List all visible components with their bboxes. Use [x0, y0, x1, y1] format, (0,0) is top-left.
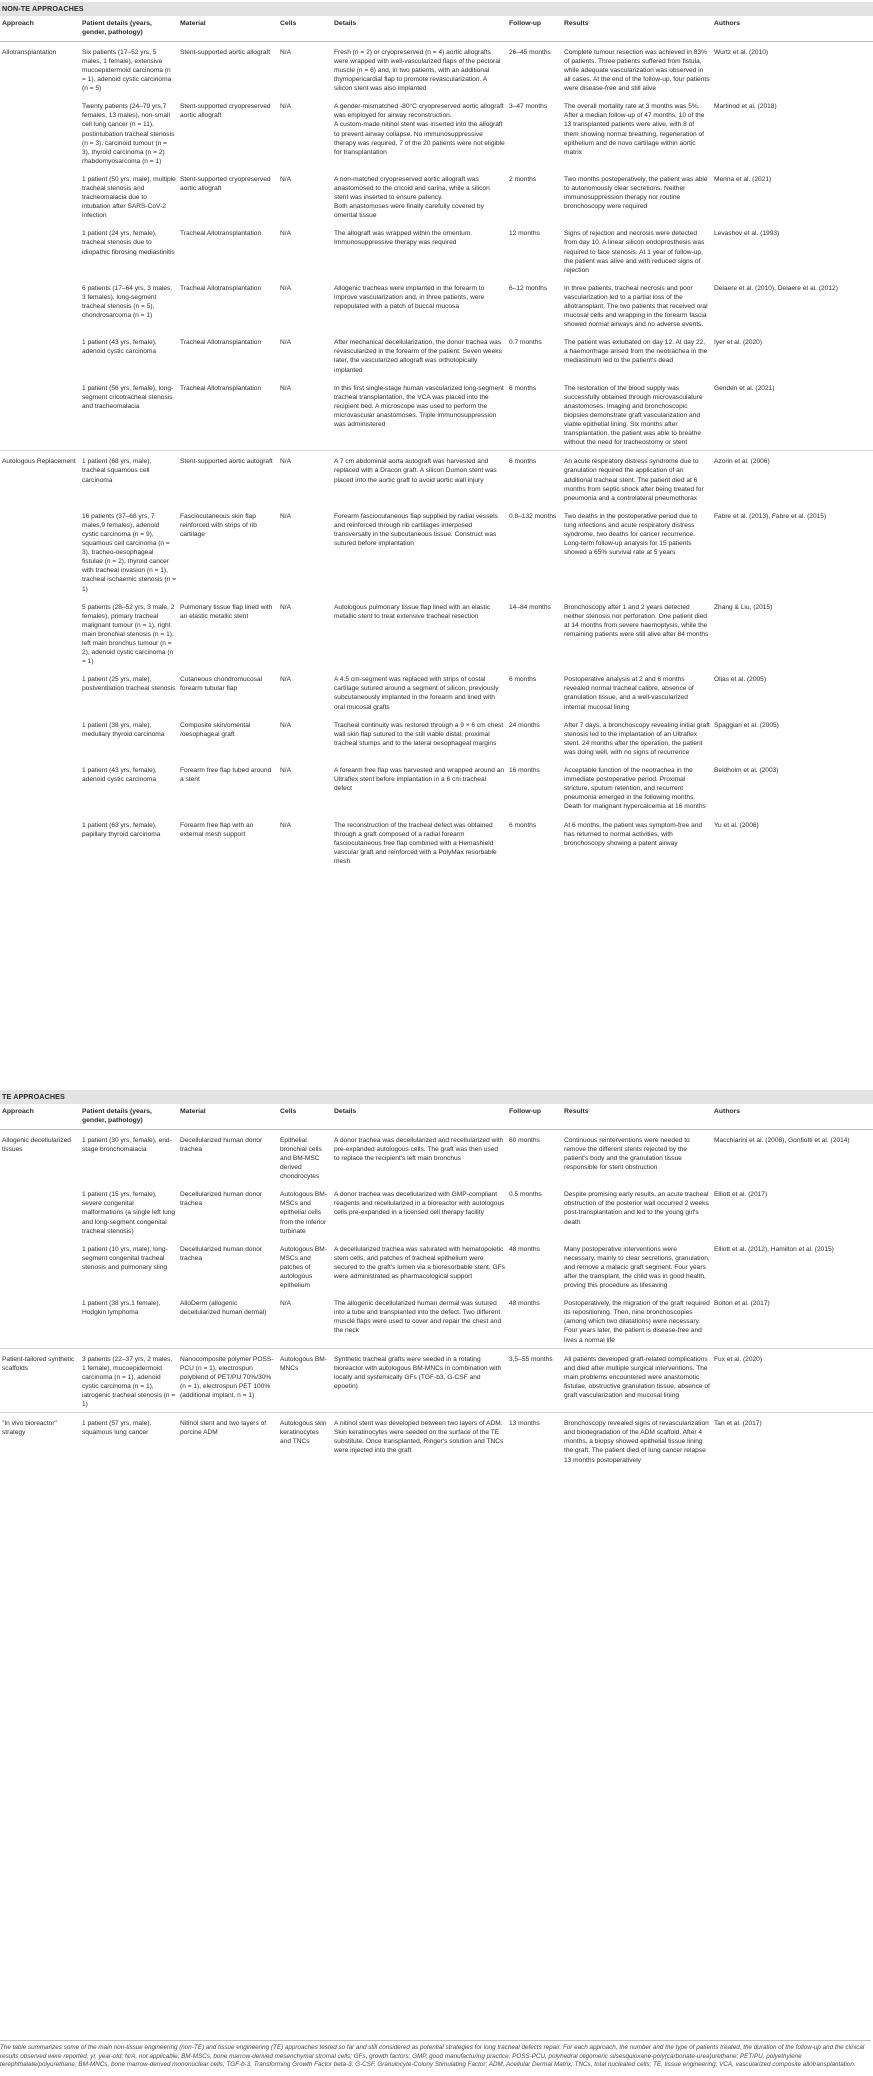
cell-details: Forearm fasciocutaneous flap supplied by radial vessels and reinforced through rib cartilages interposed transversally in the subcutaneous tissue. Construct was sutured before implantation	[334, 512, 498, 548]
cell-authors: Menna et al. (2021)	[714, 175, 772, 183]
cell-authors: Macchiarini et al. (2008), Gonfiotti et al. (2014)	[712, 1129, 873, 1184]
cell-details: A 7 cm abdominal aorta autograft was harvested and replaced with a Dracon graft. A silicon Dumon stent was placed into the aortic graft to avoid aortic wall injury	[332, 451, 507, 506]
table-row	[0, 1348, 873, 1413]
cell-cells: Autologous BM-MNCs	[278, 1348, 332, 1413]
cell-details: A donor trachea was decellularized with GMP-compliant reagents and recellularized in a bioreactor with autologous cells pre-expanded in a licensed cell therapy facility	[334, 1191, 505, 1217]
cell-material: Decellularized human donor trachea	[180, 1245, 263, 1262]
cell-patient: 1 patient (57 yrs, male), squamous lung cancer	[80, 1413, 178, 1468]
cell-authors: Elliott et al. (2012), Hamilton et al. (2015)	[714, 1245, 834, 1253]
cell-material: AlloDerm (allogenic decellularized human dermal)	[180, 1300, 267, 1317]
table-row	[0, 1184, 873, 1238]
cell-material: Stent-supported aortic allograft	[178, 41, 278, 96]
non-te-body	[0, 41, 873, 869]
cell-material: Stent-supported cryopreserved aortic allograft	[180, 103, 271, 120]
cell-approach: "In vivo bioreactor" strategy	[0, 1413, 80, 1468]
cell-details: A gender-mismatched -80°C cryopreserved aortic allograft was employed for airway reconstruction. A custom-made nitinol stent was inserted into the allograft to prevent airway collapse. No immunosuppressive therapy was required. 7 of the 20 patients were not eligible for transplantation	[334, 103, 505, 156]
table-row	[0, 41, 873, 96]
cell-approach	[0, 1293, 80, 1348]
cell-results: Bronchoscopy after 1 and 2 years detected neither stenosis nor perforation. One patient died at 14 months from severe haemoptysis, while the remaining patients were still alive after 84 months	[564, 603, 709, 638]
te-body	[0, 1129, 873, 1467]
header-patient: Patient details (years, gender, pathology)	[80, 16, 178, 41]
cell-approach	[0, 378, 80, 451]
table-row	[0, 715, 873, 760]
cell-material: Tracheal Allotransplantation	[180, 284, 262, 292]
cell-details: Tracheal continuity was restored through a 9 × 6 cm chest wall skin flap sutured to the still viable distal, proximal tracheal stumps and to the lateral oesophageal margins	[334, 721, 504, 747]
cell-details: The allograft was wrapped within the omentum. Immunosuppressive therapy was required	[334, 230, 473, 247]
cell-followup: 60 months	[507, 1129, 562, 1184]
cell-patient: 6 patients (17–64 yrs, 3 males, 3 females), long-segment tracheal stenosis (n = 5), chondrosarcoma (n = 1)	[82, 284, 173, 320]
cell-patient: 1 patient (56 yrs, female), long-segment cricotracheal stenosis and tracheomalacia	[82, 384, 174, 410]
te-table	[0, 1104, 873, 1468]
cell-authors: Spaggiari et al. (2005)	[714, 721, 779, 729]
cell-cells: Autologous skin keratinocytes and TNCs	[278, 1413, 332, 1468]
cell-details: The reconstruction of the tracheal defect was obtained through a graft composed of a radial forearm fasciocutaneous free flap combined with a Hemashield vascular graft and reinforced with a PolyMax resorbable mesh	[334, 821, 497, 865]
header-authors: Authors	[712, 1104, 873, 1129]
cell-followup: 3,5–55 months	[507, 1348, 562, 1413]
table-header-row	[0, 16, 873, 41]
cell-cells: N/A	[280, 603, 291, 611]
table-row	[0, 1293, 873, 1348]
cell-cells: N/A	[280, 676, 291, 684]
cell-approach	[0, 815, 80, 869]
cell-details: After mechanical decellularization, the donor trachea was revascularized in the forearm of the patient. Seven weeks later, the vascularized allograft was orthotopically implanted	[334, 339, 502, 374]
cell-authors: Yu et al. (2006)	[714, 821, 759, 829]
cell-approach	[0, 506, 80, 597]
cell-patient: 1 patient (25 yrs, male), postventilation tracheal stenosis	[82, 676, 176, 693]
cell-authors: Levashov et al. (1993)	[714, 230, 780, 238]
cell-authors: Olias et al. (2005)	[714, 676, 767, 684]
cell-material: Tracheal Allotransplantation	[180, 230, 262, 238]
cell-results: Postoperative analysis at 2 and 6 months revealed normal tracheal calibre, absence of granulation tissue, and a well-vascularized internal mucosal lining	[564, 676, 694, 711]
header-cells: Cells	[278, 16, 332, 41]
cell-followup: 12 months	[509, 230, 540, 238]
header-results: Results	[562, 1104, 712, 1129]
section-title-non-te: NON-TE APPROACHES	[0, 2, 873, 16]
header-approach: Approach	[0, 16, 80, 41]
cell-authors: Beldholm et al. (2003)	[714, 767, 779, 775]
cell-results: Complete tumour resection was achieved in 83% of patients. Three patients suffered from fistula, while adequate vascularization was observed in all cases. At the end of the follow-up, four patients were disease-free and still alive	[562, 41, 712, 96]
cell-patient: 5 patients (28–52 yrs, 3 male, 2 females), primary tracheal malignant tumour (n = 1), right main bronchial stenosis (n = 1), left main bronchus tumour (n = 2), adenoid cystic carcinoma (n = 1)	[82, 603, 175, 666]
table-row	[0, 169, 873, 223]
cell-patient: 1 patient (63 yrs, female), papillary thyroid carcinoma	[82, 821, 161, 838]
table-row	[0, 597, 873, 670]
cell-patient: 1 patient (43 yrs, female), adenoid cystic carcinoma	[82, 339, 157, 356]
cell-approach	[0, 1184, 80, 1238]
cell-followup: 13 months	[507, 1413, 562, 1468]
cell-patient: 16 patients (37–68 yrs, 7 males,9 females), adenoid cystic carcinoma (n = 9), squamous cell carcinoma (n = 3), tracheo-oesophageal fistulae (n = 2), thyroid cancer with tracheal invasion (n = 1), tracheal ischaemic stenosis (n = 1)	[82, 512, 177, 593]
cell-patient: 1 patient (38 yrs,1 female), Hodgkin lymphoma	[82, 1300, 161, 1317]
cell-cells: N/A	[280, 175, 291, 183]
cell-results: After 7 days, a bronchoscopy revealing initial graft stenosis led to the implantation of an Ultraflex stent. 24 months after the operation, the patient was doing well, with no signs of recurrence	[564, 721, 710, 756]
cell-authors: Iyer et al. (2020)	[714, 339, 763, 347]
cell-cells: N/A	[278, 451, 332, 506]
cell-authors: Tan et al. (2017)	[712, 1413, 873, 1468]
cell-followup: 26–45 months	[507, 41, 562, 96]
cell-authors: Genden et al. (2021)	[714, 384, 775, 392]
cell-approach: Autologous Replacement	[0, 451, 80, 506]
cell-patient: 1 patient (68 yrs, male), tracheal squamous cell carcinoma	[80, 451, 178, 506]
cell-approach	[0, 715, 80, 760]
cell-material: Decellularized human donor trachea	[178, 1129, 278, 1184]
non-te-table	[0, 16, 873, 869]
table-row	[0, 278, 873, 332]
cell-results: Postoperatively, the migration of the graft required its repositioning. Then, nine bronchoscopies (among which two dilatations) were necessary. Four years later, the patient is disease-free and lives a normal life	[564, 1300, 710, 1344]
table-row	[0, 451, 873, 506]
cell-cells: Epithelial bronchial cells and BM-MSC derived chondrocytes	[278, 1129, 332, 1184]
header-material: Material	[178, 1104, 278, 1129]
cell-patient: 1 patient (24 yrs, female), tracheal stenosis due to idiopathic fibrosing mediastinitis	[82, 230, 175, 256]
cell-results: The patient was extubated on day 12. At day 22, a haemorrhage arised from the neotrachea in the mediastinum led to the patient's dead	[564, 339, 708, 365]
cell-patient: Six patients (17–52 yrs, 5 males, 1 female), extensive mucoepidermoid carcinoma (n = 1), adenoid cystic carcinoma (n = 5)	[80, 41, 178, 96]
cell-authors: Zhang & Liu, (2015)	[714, 603, 773, 611]
cell-results: All patients developed graft-related complications and died after multiple surgical interventions. The main problems encountered were anastomotic fistulae, obstructive granulation tissue, absence of graft vascularization and mucosal lining	[562, 1348, 712, 1413]
section-title-te: TE APPROACHES	[0, 1090, 873, 1104]
cell-material: Nanocomposite polymer POSS-PCU (n = 1), electrospun polyblend of PET/PU 70%/30% (n = 1), electrospun PET 100% (additional implant, n = 1)	[178, 1348, 278, 1413]
table-row	[0, 332, 873, 377]
cell-patient: 1 patient (30 yrs, female), end-stage bronchomalacia	[80, 1129, 178, 1184]
header-approach: Approach	[0, 1104, 80, 1129]
header-patient: Patient details (years, gender, pathology)	[80, 1104, 178, 1129]
cell-results: Many postoperative interventions were necessary, mainly to clear secretions, granulation, and remove a malacic graft segment. Four years after the transplant, the child was in good health, proving this procedure as lifesaving	[564, 1245, 710, 1290]
cell-results: Despite promising early results, an acute tracheal obstruction of the posterior wall occurred 2 weeks post-transplantation and led to the young girl's death	[564, 1191, 709, 1226]
cell-cells: N/A	[280, 103, 291, 111]
cell-cells: N/A	[280, 767, 291, 775]
cell-approach	[0, 669, 80, 714]
cell-approach	[0, 96, 80, 169]
cell-authors: Wurtz et al. (2010)	[712, 41, 873, 96]
header-followup: Follow-up	[507, 1104, 562, 1129]
cell-approach: Patient-tailored synthetic scaffolds	[0, 1348, 80, 1413]
cell-details: A non-matched cryopreserved aortic allograft was anastomosed to the cricoid and carina, while a silicon stent was inserted to ensure patency. Both anastomoses were finally carefully covered by omental tissue	[334, 175, 490, 220]
cell-results: Bronchoscopy revealed signs of revascularization and biodegradation of the ADM scaffold. After 4 months, a biopsy showed epithelial tissue lining the graft. The patient died of lung cancer relapse 13 months postoperatively	[562, 1413, 712, 1468]
cell-details: A decellularized trachea was saturated with hematopoietic stem cells, and patches of tracheal epithelium were secured to the graft's lumen via a bioresorbable stent. GFs were administrated as pharmacological support	[334, 1245, 505, 1280]
cell-material: Composite skin/omental /oesophageal graft	[180, 721, 251, 738]
cell-material: Stent-supported cryopreserved aortic allograft	[180, 175, 271, 192]
cell-followup: 6–12 months	[509, 284, 548, 292]
cell-material: Decellularized human donor trachea	[180, 1191, 263, 1208]
cell-cells: N/A	[278, 41, 332, 96]
cell-authors: Martinod et al. (2018)	[714, 103, 777, 111]
cell-details: A forearm free flap was harvested and wrapped around an Ultraflex stent before implantation in a 6 cm tracheal defect	[334, 767, 505, 793]
cell-material: Cutaneous chondromucosal forearm tubular flap	[180, 676, 263, 693]
table-row	[0, 815, 873, 869]
cell-approach	[0, 597, 80, 670]
cell-followup: 3–47 months	[509, 103, 548, 111]
cell-approach: Allogenic decellularized tissues	[0, 1129, 80, 1184]
cell-results: Two months postoperatively, the patient was able to autonomously clear secretions. Neither immunosuppression therapy nor routine bronchoscopy were required	[564, 175, 708, 211]
cell-cells: N/A	[280, 284, 291, 292]
cell-patient: 3 patients (22–37 yrs, 2 males, 1 female), mucoepidermoid carcinoma (n = 1), adenoid cystic carcinoma (n = 1), iatrogenic tracheal stenosis (n = 1)	[80, 1348, 178, 1413]
cell-followup: 24 months	[509, 721, 540, 729]
cell-followup: 6 months	[507, 451, 562, 506]
cell-details: Fresh (n = 2) or cryopreserved (n = 4) aortic allografts were wrapped with well-vascularized flaps of the pectoral muscle (n = 6) and, in two patients, with an additional thymopericardial flap to promote revascularization. A silicon stent was also implanted	[332, 41, 507, 96]
table-row	[0, 96, 873, 169]
cell-results: Two deaths in the postoperative period due to lung infections and acute respiratory distress syndrome, two deaths for cancer recurrence. Long-term follow-up analysis for 15 patients showed a 65% survival rate at 5 years	[564, 512, 698, 557]
table-row	[0, 378, 873, 451]
cell-followup: 0.7 months	[509, 339, 542, 347]
cell-followup: 14–84 months	[509, 603, 551, 611]
cell-details: The allogenic decellularized human dermal was sutured into a tube and transplanted into the defect. Two different muscle flaps were used to cover and repair the chest and the neck	[334, 1300, 502, 1335]
cell-cells: N/A	[280, 230, 291, 238]
cell-approach	[0, 1239, 80, 1293]
cell-cells: Autologous BM-MSCs and epithelial cells from the inferior turbinate	[280, 1191, 327, 1235]
cell-followup: 0.5 months	[509, 1191, 542, 1199]
cell-details: A 4.5 cm-segment was replaced with strips of costal cartilage sutured around a segment of silicon, previously subcutaneously implanted in the forearm and lined with oral mucosal grafts	[334, 676, 499, 711]
cell-material: Stent-supported aortic autograft	[178, 451, 278, 506]
cell-authors: Delaere et al. (2010), Delaere et al. (2012)	[714, 284, 838, 292]
header-followup: Follow-up	[507, 16, 562, 41]
cell-approach	[0, 332, 80, 377]
cell-material: Forearm free flap with an external mesh support	[180, 821, 254, 838]
cell-authors: Fabre et al. (2013), Fabre et al. (2015)	[714, 512, 827, 520]
table-row	[0, 669, 873, 714]
cell-results: The restoration of the blood supply was successfully obtained through microvasculature anastomoses. Imaging and bronchoscopic biopsies demonstrate graft vascularization and viable epithelial lining. Six months after transplantation, the patient was able to breathe without the need for tracheostomy or stent	[564, 384, 703, 447]
cell-results: The overall mortality rate at 3 months was 5%. After a median follow-up of 47 months, 10 of the 13 transplanted patients were alive, with 8 of them showing normal breathing, regeneration of epithelium and de novo cartilage within aortic matrix	[564, 103, 705, 156]
cell-material: Tracheal Allotransplantation	[180, 384, 262, 392]
cell-results: An acute respiratory distress syndrome due to granulation required the application of an additional tracheal stent. The patient died at 6 months from septic shock after being treated for pneumonia and a controlateral pneumothorax	[562, 451, 712, 506]
header-authors: Authors	[712, 16, 873, 41]
table-row	[0, 1239, 873, 1293]
cell-approach	[0, 169, 80, 223]
cell-followup: 48 months	[509, 1245, 540, 1253]
cell-results: In three patients, tracheal necrosis and poor vascularization led to a partial loss of the allotransplant. The two patients that received oral mucosal cells and wrapping in the forearm fascia showed normal airways and no adverse events.	[564, 284, 708, 329]
cell-details: Synthetic tracheal grafts were seeded in a rotating bioreactor with autologous BM-MNCs in combination with locally and systemically GFs (TGF-b3, G-CSF and epoetin)	[332, 1348, 507, 1413]
cell-cells: N/A	[280, 821, 291, 829]
header-results: Results	[562, 16, 712, 41]
cell-results: Continuous reinterventions were needed to remove the different stents rejected by the patient's body and the granulation tissue responsible for stent obstruction	[562, 1129, 712, 1184]
cell-followup: 6 months	[509, 821, 537, 829]
cell-patient: 1 patient (43 yrs, female), adenoid cystic carcinoma	[82, 767, 157, 784]
header-details: Details	[332, 1104, 507, 1129]
table-row	[0, 1129, 873, 1184]
cell-followup: 16 months	[509, 767, 540, 775]
header-material: Material	[178, 16, 278, 41]
cell-patient: 1 patient (50 yrs, male), multiple tracheal stenosis and tracheomalacia due to intubation after SARS-CoV-2 infection	[82, 175, 176, 220]
cell-details: A donor trachea was decellularized and recellularized with pre-expanded autologous cells. The graft was then used to replace the recipient's left main bronchus	[332, 1129, 507, 1184]
cell-followup: 6 months	[509, 384, 537, 392]
cell-authors: Azorin et al. (2006)	[712, 451, 873, 506]
cell-approach	[0, 760, 80, 814]
cell-approach	[0, 278, 80, 332]
cell-followup: 2 months	[509, 175, 537, 183]
cell-details: A nitinol stent was developed between two layers of ADM. Skin keratinocytes were seeded on the surface of the TE substitute. Once transplanted, Ringer's solution and TNCs were injected into the graft	[332, 1413, 507, 1468]
cell-details: Allogenic tracheas were implanted in the forearm to improve vascularization and, in three patients, were repopulated with a patch of buccal mucosa	[334, 284, 485, 310]
table-footnote: The table summarizes some of the main non-tissue engineering (non-TE) and tissue engineering (TE) approaches tested so far and still considered as potential strategies for long tracheal defects repair. For each approach, the number and the type of patients treated, the duration of the follow-up and the clinical results observed were reported. yr, year-old; N/A, not applicable; BM-MSCs, bone marrow-derived mesenchymal stromal cells; GFs, growth factors; GMP, good manufacturing practice; POSS-PCU, polyhedral oligomeric silsesquioxane-poly(carbonate-urea)urethane; PET/PU, polyethylene terephthalate/polyurethane; BM-MNCs, bone marrow-derived mononuclear cells; TGF-b-3, Transforming Growth Factor beta-3; G-CSF, Granulocyte-Colony Stimulating Factor; ADM, Acellular Dermal Matrix; TNCs, total nucleated cells; TE, tissue engineering; VCA, vascularized composite allotransplantation.	[0, 2040, 871, 2070]
cell-material: Nitinol stent and two layers of porcine ADM	[178, 1413, 278, 1468]
cell-results: Acceptable function of the neotrachea in the immediate postoperative period. Proximal stricture, sputum retention, and recurrent pneumonia emerged in the following months. Death for malignant hypercalcemia at 16 months	[564, 767, 706, 811]
cell-material: Tracheal Allotransplantation	[180, 339, 262, 347]
cell-authors: Fux et al. (2020)	[712, 1348, 873, 1413]
table-header-row	[0, 1104, 873, 1129]
cell-patient: 1 patient (15 yrs, female), severe congenital malformations (a single left lung and long-segment congenital tracheal stenosis)	[82, 1191, 176, 1235]
cell-cells: N/A	[280, 512, 291, 520]
table-row	[0, 223, 873, 277]
table-row	[0, 1413, 873, 1468]
cell-details: Autologous pulmonary tissue flap lined with an elastic metallic stent to treat extensive tracheal resection	[334, 603, 491, 620]
cell-cells: Autologous BM-MSCs and patches of autologous epithelium	[280, 1245, 327, 1290]
header-cells: Cells	[278, 1104, 332, 1129]
cell-patient: Twenty patients (24–79 yrs,7 females, 13 males), non-small cell lung cancer (n = 11), postintubation tracheal stenosis (n = 3), carcinoid tumour (n = 3), thyroid carcinoma (n = 2) rhabdomyosarcoma (n = 1)	[82, 103, 175, 165]
table-row	[0, 506, 873, 597]
cell-material: Fasciocutaneous skin flap reinforced with strips of rib cartilage	[180, 512, 257, 538]
cell-approach	[0, 223, 80, 277]
cell-authors: Bolton et al. (2017)	[714, 1300, 770, 1308]
cell-material: Pulmonary tissue flap lined with an elastic metallic stent	[180, 603, 273, 620]
cell-followup: 6 months	[509, 676, 537, 684]
header-details: Details	[332, 16, 507, 41]
cell-results: Signs of rejection and necrosis were detected from day 10. A linear silicon endoprosthesis was required to face stenosis. At 1 year of follow-up, the patient was alive and with reduced signs of rejection	[564, 230, 705, 274]
cell-authors: Elliott et al. (2017)	[714, 1191, 768, 1199]
cell-cells: N/A	[280, 1300, 291, 1308]
cell-approach: Allotransplantation	[0, 41, 80, 96]
cell-results: At 6 months, the patient was symptom-free and has returned to normal activities, with bronchoscopy showing a patent airway	[564, 821, 703, 847]
cell-material: Forearm free flap tubed around a stent	[180, 767, 272, 784]
table-row	[0, 760, 873, 814]
cell-patient: 1 patient (10 yrs, male), long-segment congenital tracheal stenosis and pulmonary sling	[82, 1245, 168, 1271]
cell-followup: 48 months	[509, 1300, 540, 1308]
cell-patient: 1 patient (38 yrs, male), medullary thyroid carcinoma	[82, 721, 165, 738]
cell-cells: N/A	[280, 384, 291, 392]
cell-details: In this first single-stage human vascularized long-segment tracheal transplantation, the VCA was placed into the recipient bed. A microscope was used to perform the microvascular anastomoses. Triple immunosuppression was administered	[334, 384, 504, 429]
cell-cells: N/A	[280, 339, 291, 347]
cell-cells: N/A	[280, 721, 291, 729]
cell-followup: 0.8–132 months	[509, 512, 557, 520]
